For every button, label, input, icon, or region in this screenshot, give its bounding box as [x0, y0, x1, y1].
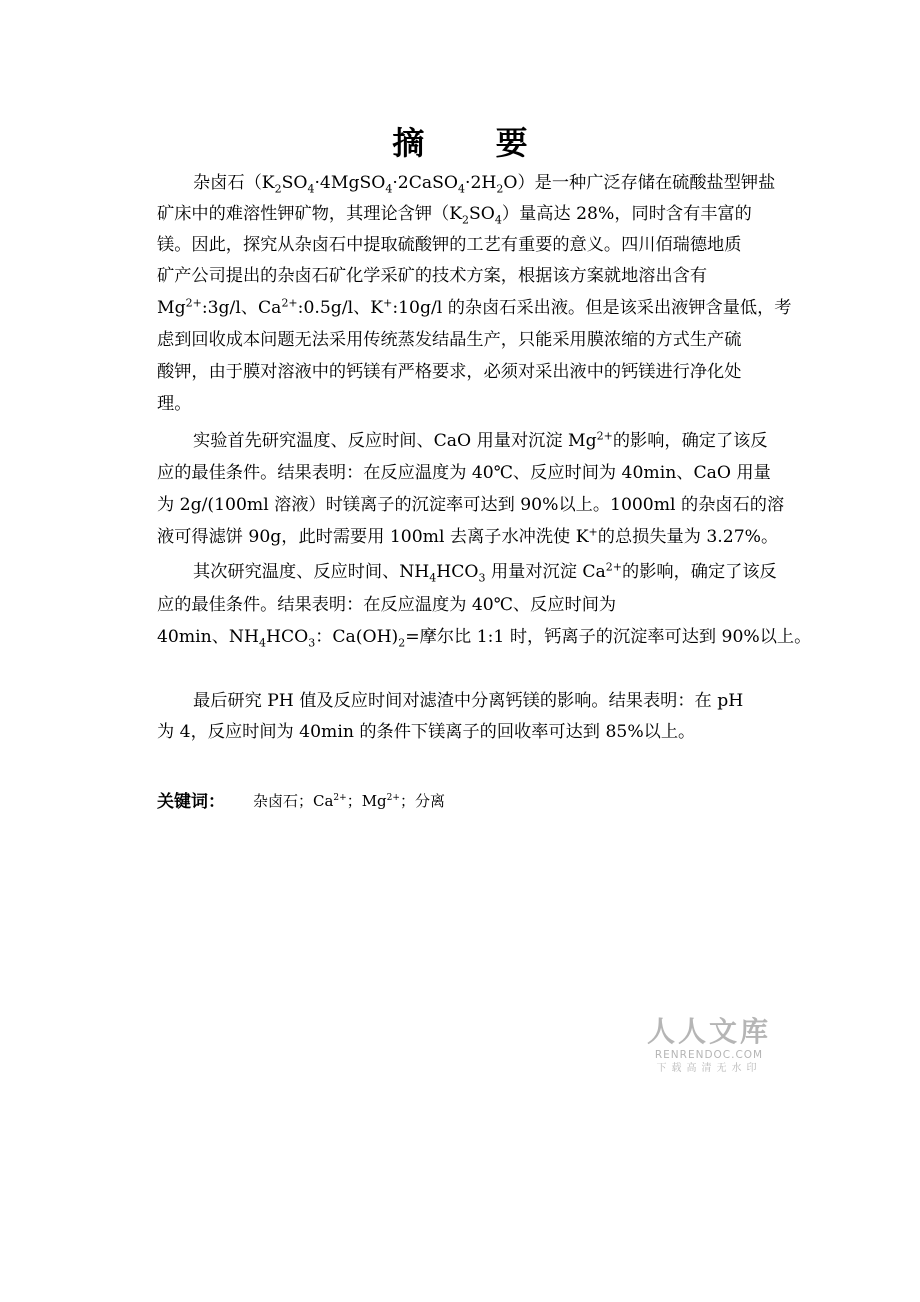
paragraph-4-line-1: 最后研究 PH 值及反应时间对滤渣中分离钙镁的影响。结果表明：在 pH: [193, 691, 744, 711]
paragraph-1-line-1: 杂卤石$(K_2SO_4\cdot 4MgSO_4\cdot 2CaSO_4\cdot 2H_2O)$是一种广泛存储在硫酸盐型钾盐: [193, 173, 776, 196]
paragraph-2-line-3: 为 2g/(100ml 溶液）时镁离子的沉淀率可达到 90%以上。1000ml 的杂卤石的溶: [157, 495, 785, 515]
keywords-values: 杂卤石；$Ca^{2+}$；$Mg^{2+}$；分离: [253, 792, 445, 810]
paragraph-3-line-3: 40min、$NH_4HCO_3$：$Ca(OH)_2=$摩尔比 1:1 时，钙离子的沉淀率可达到 90%以上。: [157, 627, 812, 650]
paragraph-1-line-4: 矿产公司提出的杂卤石矿化学采矿的技术方案，根据该方案就地溶出含有: [157, 266, 708, 286]
watermark-url: RENRENDOC.COM: [654, 1049, 764, 1061]
paragraph-1-line-5: $Mg^{2+}:3g/l$、$Ca^{2+}:0.5g/l$、K+:10g/l 的杂卤石采出液。但是该采出液钾含量低，考: [157, 296, 792, 318]
paragraph-1-line-8: 理。: [157, 394, 192, 414]
paragraph-1-line-7: 酸钾，由于膜对溶液中的钙镁有严格要求，必须对采出液中的钙镁进行净化处: [157, 362, 742, 382]
watermark-logo: [644, 1016, 774, 1076]
page-title: 摘 要: [392, 124, 558, 162]
paragraph-2-line-1: 实验首先研究温度、反应时间、CaO 用量对沉淀 $Mg^{2+}$的影响，确定了该反: [193, 429, 768, 451]
paragraph-1-line-2: 矿床中的难溶性钾矿物，其理论含钾$(K_2SO_4)$量高达 28%，同时含有丰富的: [157, 204, 752, 227]
paragraph-3-line-2: 应的最佳条件。结果表明：在反应温度为 40℃、反应时间为: [157, 595, 617, 615]
paragraph-1-line-6: 虑到回收成本问题无法采用传统蒸发结晶生产，只能采用膜浓缩的方式生产硫: [157, 330, 742, 350]
watermark-subtext: 下载高清无水印: [656, 1063, 762, 1074]
keywords-label: 关键词：: [157, 792, 225, 812]
paragraph-1-line-3: 镁。因此，探究从杂卤石中提取硫酸钾的工艺有重要的意义。四川佰瑞德地质: [157, 235, 742, 255]
paragraph-2-line-2: 应的最佳条件。结果表明：在反应温度为 40℃、反应时间为 40min、CaO 用量: [157, 463, 771, 483]
paragraph-4-line-2: 为 4，反应时间为 40min 的条件下镁离子的回收率可达到 85%以上。: [157, 722, 696, 742]
paragraph-3-line-1: 其次研究温度、反应时间、$NH_4HCO_3$ 用量对沉淀 $Ca^{2+}$的影响，确定了该反: [193, 560, 777, 585]
paragraph-2-line-4: 液可得滤饼 90g，此时需要用 100ml 去离子水冲洗使 K+的总损失量为 3.27%。: [157, 525, 779, 547]
watermark-main-text: 人人文库: [646, 1015, 771, 1048]
